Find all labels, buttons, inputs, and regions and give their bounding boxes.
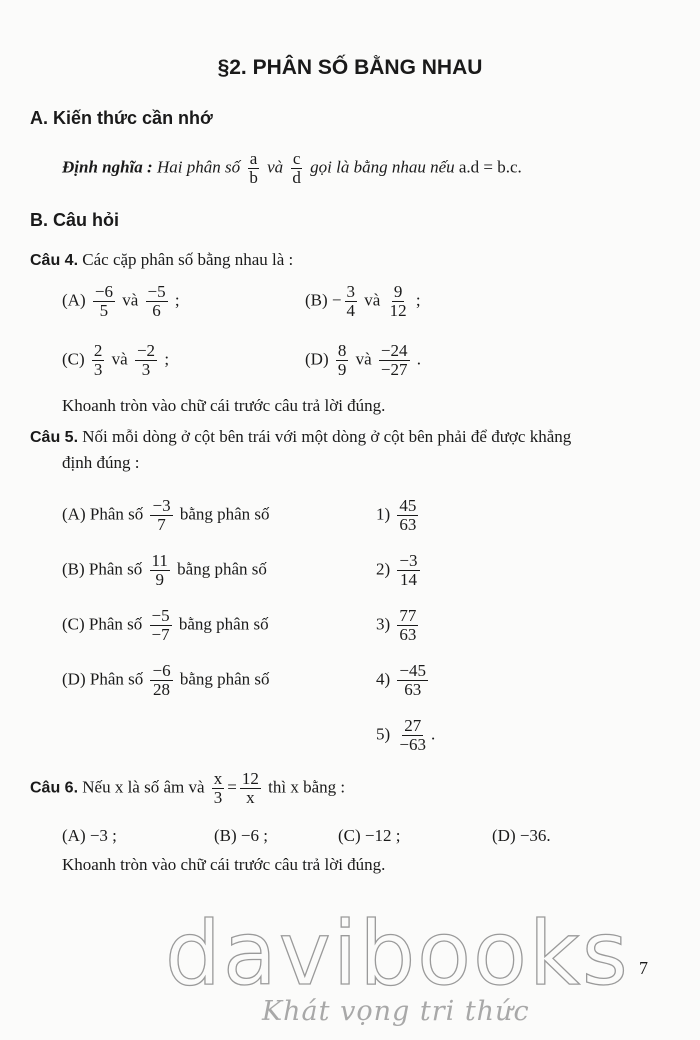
fraction [345,283,358,320]
q5-left-a[interactable] [62,497,270,534]
numerator: 45 [399,496,417,515]
fraction [212,770,225,807]
fraction [379,342,410,379]
denominator: x [246,787,255,807]
q4-label: Câu 4. [30,252,79,269]
phan-so-text: Phân số [89,504,144,524]
q6-instruction: Khoanh tròn vào chữ cái trước câu trả lời đúng. [62,855,386,874]
option-key: 2) [376,559,391,579]
fraction [388,283,409,320]
numerator: −6 [152,661,171,680]
numerator: −3 [152,496,171,515]
q5-label: Câu 5. [30,429,79,446]
fraction [92,342,105,379]
option-key: 1) [376,504,391,524]
denominator: d [292,167,301,187]
fraction [397,552,419,589]
denominator: 5 [99,300,109,320]
denominator: 63 [399,514,417,534]
fraction [397,497,418,534]
watermark-brand: davibooks [165,902,630,1005]
denominator: −63 [399,734,427,754]
option-key: (D) [62,669,86,689]
definition [62,150,522,187]
phan-so-text: Phân số [88,559,143,579]
q5-left-d[interactable] [62,662,270,699]
denominator: 14 [399,569,417,589]
option-key: (A) [62,504,86,524]
q6-prompt [30,770,345,807]
option-key: (D) [305,349,329,369]
denominator: −27 [380,359,408,379]
numerator: −3 [399,551,418,570]
va-text: và [364,290,381,310]
q4-option-a[interactable] [62,283,180,320]
denominator: −7 [151,624,170,644]
minus-sign: − [331,290,342,310]
numerator: c [292,149,301,168]
option-end: ; [164,349,170,369]
fraction [336,342,349,379]
definition-va: và [267,157,284,177]
q5-text-line2: định đúng : [62,453,140,472]
bang-phan-so-text: bằng phân số [178,614,269,634]
q5-right-2[interactable] [376,552,423,589]
q6-label: Câu 6. [30,779,79,797]
option-key: 5) [376,724,391,744]
numerator: −24 [380,341,408,360]
fraction [397,662,428,699]
numerator: −5 [151,606,170,625]
q6-text-2: thì x bằng : [268,777,346,797]
va-text: và [111,349,128,369]
fraction [150,497,172,534]
q5-right-5[interactable] [376,717,435,754]
numerator: 2 [93,341,103,360]
q4-option-b[interactable] [305,283,421,320]
definition-equation: a.d = b.c. [458,157,522,177]
phan-so-text: Phân số [88,614,143,634]
numerator: 8 [337,341,347,360]
denominator: b [249,167,258,187]
bang-phan-so-text: bằng phân số [179,669,270,689]
option-end: ; [174,290,180,310]
q5-right-1[interactable] [376,497,421,534]
denominator: 28 [153,679,171,699]
q4-prompt [30,250,293,270]
fraction [397,717,428,754]
q6-text-1: Nếu x là số âm và [82,777,205,797]
bleed-through [610,55,700,955]
q6-option-d[interactable]: (D) −36. [492,826,551,845]
q5-left-c[interactable] [62,607,269,644]
q4-text: Các cặp phân số bằng nhau là : [82,250,294,269]
numerator: 77 [399,606,417,625]
numerator: a [249,149,258,168]
q5-text-line1: Nối mỗi dòng ở cột bên trái với một dòng ở cột bên phải để được khẳng [82,427,572,446]
fraction [150,662,172,699]
q4-option-c[interactable] [62,342,169,379]
phan-so-text: Phân số [89,669,144,689]
fraction [240,770,261,807]
option-key: (B) [305,290,328,310]
numerator: −6 [94,282,113,301]
denominator: 3 [93,359,103,379]
numerator: −2 [136,341,156,360]
denominator: 12 [389,300,407,320]
page-title: §2. PHÂN SỐ BẰNG NHAU [217,56,483,79]
denominator: 63 [399,624,417,644]
option-key: (B) [62,559,85,579]
q5-right-3[interactable] [376,607,421,644]
section-b-heading: B. Câu hỏi [30,210,119,230]
va-text: và [355,349,372,369]
denominator: 7 [157,514,166,534]
section-a-heading: A. Kiến thức cần nhớ [30,108,213,128]
denominator: 9 [155,569,164,589]
fraction [397,607,418,644]
q6-option-c[interactable]: (C) −12 ; [338,826,401,845]
fraction-c-d [290,150,303,187]
q4-instruction: Khoanh tròn vào chữ cái trước câu trả lời đúng. [62,396,386,415]
fraction-a-b [247,150,260,187]
denominator: 3 [213,787,223,807]
q6-option-a[interactable]: (A) −3 ; [62,826,117,845]
option-key: (C) [62,614,85,634]
option-key: 4) [376,669,391,689]
numerator: −5 [147,282,166,301]
q5-prompt [30,427,571,447]
option-end: . [431,724,436,744]
option-key: 3) [376,614,391,634]
denominator: 63 [404,679,422,699]
numerator: 12 [241,769,259,788]
denominator: 9 [337,359,347,379]
watermark-slogan: Khát vọng tri thức [262,996,530,1027]
fraction [93,283,115,320]
page-number: 7 [639,958,648,978]
bang-phan-so-text: bằng phân số [179,504,270,524]
denominator: 6 [152,300,161,320]
numerator: 9 [393,282,403,301]
option-end: . [416,349,421,369]
numerator: x [213,769,223,788]
fraction [150,607,172,644]
option-key: (C) [62,349,85,369]
numerator: 11 [151,551,168,570]
numerator: −45 [399,661,427,680]
fraction [146,283,168,320]
equals-sign: = [227,777,237,797]
definition-text-1: Hai phân số [156,157,241,177]
fraction [150,552,170,589]
option-key: (A) [62,290,86,310]
va-text: và [122,290,139,310]
denominator: 4 [346,300,356,320]
numerator: 3 [346,282,356,301]
fraction [135,342,157,379]
q5-right-4[interactable] [376,662,431,699]
q5-left-b[interactable] [62,552,267,589]
bang-phan-so-text: bằng phân số [177,559,267,579]
q6-option-b[interactable]: (B) −6 ; [214,826,268,845]
option-end: ; [415,290,421,310]
definition-text-2: gọi là bằng nhau nếu [310,157,455,177]
numerator: 27 [404,716,422,735]
q4-option-d[interactable] [305,342,421,379]
definition-label: Định nghĩa : [62,157,153,177]
denominator: 3 [141,359,151,379]
